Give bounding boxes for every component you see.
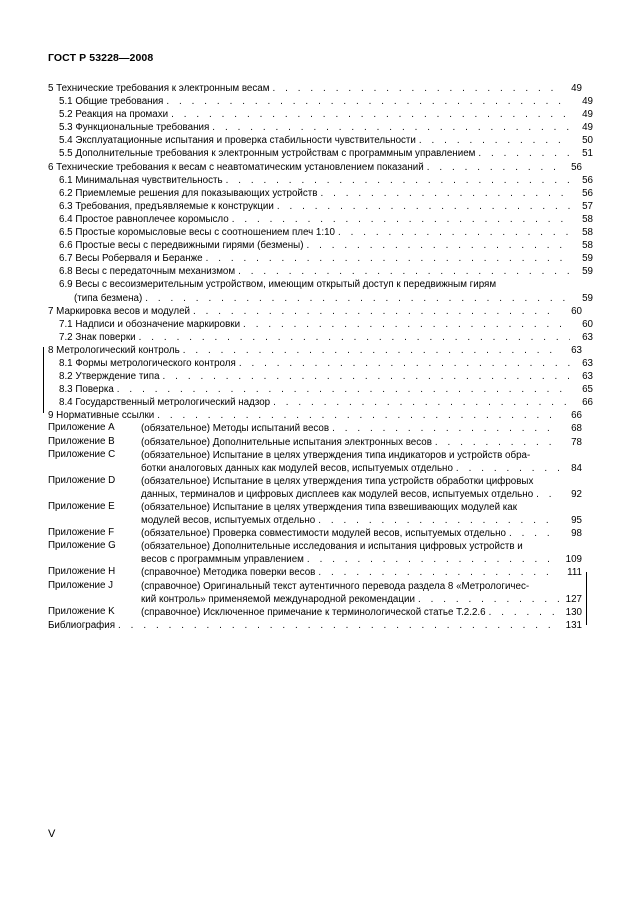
toc-entry-title: 8.4 Государственный метрологический надзор xyxy=(59,397,271,409)
toc-entry-title: ботки аналоговых данных как модулей весов, испытуемых отдельно xyxy=(141,462,453,474)
toc-entry xyxy=(48,239,593,252)
appendix-name: Приложение J xyxy=(48,579,114,591)
toc-leader-dots xyxy=(435,436,559,449)
toc-entry-title-line: (справочное) Оригинальный текст аутентичного перевода раздела 8 «Метрологичес- xyxy=(141,580,530,592)
toc-page-number: 78 xyxy=(571,436,582,448)
toc-appendix-entry xyxy=(48,449,582,475)
toc-leader-dots xyxy=(239,357,570,370)
toc-page-number: 50 xyxy=(582,135,593,147)
toc-page-number: 51 xyxy=(582,148,593,160)
document-header: ГОСТ Р 53228—2008 xyxy=(48,52,154,64)
toc-entry xyxy=(48,396,593,409)
toc-entry xyxy=(48,357,593,370)
toc-line xyxy=(141,422,582,435)
toc-leader-dots xyxy=(306,239,570,252)
toc-leader-dots xyxy=(272,82,559,95)
toc-page-number: 66 xyxy=(571,410,582,422)
toc-entry-title: 6.5 Простые коромысловые весы с соотношением плеч 1:10 xyxy=(59,227,335,239)
toc-entry-title: 8.3 Поверка xyxy=(59,384,114,396)
toc-entry-title: 7 Маркировка весов и модулей xyxy=(48,305,190,317)
toc-entry xyxy=(48,161,582,174)
appendix-description xyxy=(141,475,582,501)
toc-page-number: 111 xyxy=(567,567,582,579)
appendix-name: Приложение Е xyxy=(48,501,115,512)
toc-page-number: 56 xyxy=(571,161,582,173)
appendix-name: Приложение В xyxy=(48,435,115,447)
toc-page-number: 131 xyxy=(565,619,582,631)
toc-page-number: 63 xyxy=(571,344,582,356)
appendix-description xyxy=(141,566,582,579)
toc-page-number: 92 xyxy=(571,488,582,500)
toc-leader-dots xyxy=(419,134,570,147)
toc-entry-title-line: (обязательное) Дополнительные исследования и испытания цифровых устройств и xyxy=(141,541,523,553)
toc-entry-title: 7.2 Знак поверки xyxy=(59,331,136,343)
toc-line xyxy=(59,252,593,265)
toc-page-number: 59 xyxy=(582,253,593,265)
toc-page-number: 60 xyxy=(571,305,582,317)
toc-appendix-entry xyxy=(48,501,582,527)
toc-entry-title: 6.1 Минимальная чувствительность xyxy=(59,174,223,186)
toc-line xyxy=(48,409,582,422)
toc-leader-dots xyxy=(163,370,570,383)
toc-leader-dots xyxy=(536,488,559,501)
toc-line xyxy=(48,82,582,95)
toc-page-number: 65 xyxy=(582,384,593,396)
toc-leader-dots xyxy=(277,200,570,213)
toc-line xyxy=(59,121,593,134)
toc-line xyxy=(141,462,582,475)
toc-entry-title: 5.3 Функциональные требования xyxy=(59,122,210,134)
toc-entry-title: 5.2 Реакция на промахи xyxy=(59,109,169,121)
toc-page-number: 58 xyxy=(582,240,593,252)
toc-line xyxy=(59,213,593,226)
toc-entry xyxy=(48,213,593,226)
toc-entry-title: модулей весов, испытуемых отдельно xyxy=(141,515,316,527)
toc-leader-dots xyxy=(157,409,559,422)
toc-leader-dots xyxy=(478,147,570,160)
toc-line xyxy=(48,619,582,632)
toc-page-number: 95 xyxy=(571,515,582,527)
toc-line xyxy=(141,436,582,449)
toc-leader-dots xyxy=(338,226,570,239)
toc-entry-title: 5.4 Эксплуатационные испытания и проверка стабильности чувствительности xyxy=(59,135,416,147)
appendix-name: Приложение F xyxy=(48,527,115,539)
toc-line xyxy=(59,396,593,409)
toc-appendix-entry xyxy=(48,436,582,449)
toc-entry xyxy=(48,134,593,147)
toc-line xyxy=(48,344,582,357)
page-number: V xyxy=(48,828,56,840)
toc-page-number: 109 xyxy=(565,554,582,566)
toc-line xyxy=(59,239,593,252)
appendix-name: Приложение С xyxy=(48,448,116,460)
toc-entry-title: 6.7 Весы Роберваля и Беранже xyxy=(59,253,203,265)
toc-page-number: 63 xyxy=(582,371,593,383)
appendix-name: Приложение Н xyxy=(48,566,116,578)
toc-entry-title: 8.2 Утверждение типа xyxy=(59,371,160,383)
toc-entry-title: 9 Нормативные ссылки xyxy=(48,410,155,422)
toc-leader-dots xyxy=(332,422,559,435)
change-bar-right xyxy=(586,572,587,625)
appendix-description xyxy=(141,422,582,435)
toc-entry-title: (обязательное) Дополнительные испытания электронных весов xyxy=(141,436,432,448)
toc-entry xyxy=(48,383,593,396)
toc-leader-dots xyxy=(456,462,559,475)
toc-page-number: 56 xyxy=(582,187,593,199)
toc-line xyxy=(141,593,582,606)
toc-line xyxy=(59,265,593,278)
toc-appendix-entry xyxy=(48,422,582,435)
toc-line xyxy=(59,357,593,370)
toc-entry xyxy=(48,305,582,318)
toc-entry xyxy=(48,121,593,134)
toc-page-number: 49 xyxy=(582,96,593,108)
toc-entry xyxy=(48,108,593,121)
toc-line xyxy=(141,553,582,566)
toc-page-number: 68 xyxy=(571,423,582,435)
toc-entry xyxy=(48,82,582,95)
toc-entry-title: 8 Метрологический контроль xyxy=(48,344,180,356)
appendix-description xyxy=(141,449,582,475)
toc-line xyxy=(141,488,582,501)
toc-entry-title: 6.8 Весы с передаточным механизмом xyxy=(59,266,236,278)
appendix-description xyxy=(141,540,582,566)
toc-entry xyxy=(48,187,593,200)
toc-line xyxy=(59,147,593,160)
toc-entry xyxy=(48,278,593,304)
toc-appendix-entry xyxy=(48,606,582,619)
toc-entry-title-line: 6.9 Весы с весоизмерительным устройством, имеющим открытый доступ к передвижным гирям xyxy=(59,279,497,291)
change-bar-left xyxy=(43,347,44,413)
toc-entry-title-line: (обязательное) Испытание в целях утверждения типа индикаторов и устройств обра- xyxy=(141,449,531,461)
toc-leader-dots xyxy=(273,396,570,409)
toc-entry xyxy=(48,174,593,187)
toc-entry xyxy=(48,344,582,357)
toc-leader-dots xyxy=(226,174,570,187)
toc-page-number: 49 xyxy=(582,109,593,121)
toc-line xyxy=(141,606,582,619)
toc-entry xyxy=(48,226,593,239)
toc-line xyxy=(59,134,593,147)
toc-entry-title-line: (обязательное) Испытание в целях утверждения типа взвешивающих модулей как xyxy=(141,502,518,513)
appendix-name: Приложение K xyxy=(48,605,115,617)
appendix-name: Приложение А xyxy=(48,422,115,434)
toc-appendix-entry xyxy=(48,475,582,501)
toc-entry-title: 5.5 Дополнительные требования к электронным устройствам с программным управлением xyxy=(59,148,476,160)
toc-entry-title: 6 Технические требования к весам с неавтоматическим установлением показаний xyxy=(48,161,424,173)
toc-page-number: 56 xyxy=(582,174,593,186)
toc-entry-title: данных, терминалов и цифровых дисплеев как модулей весов, испытуемых отдельно xyxy=(141,488,534,500)
toc-entry xyxy=(48,147,593,160)
toc-line xyxy=(59,108,593,121)
toc-leader-dots xyxy=(193,305,559,318)
toc-leader-dots xyxy=(166,95,570,108)
toc-line xyxy=(59,174,593,187)
toc-leader-dots xyxy=(489,606,559,619)
toc-entry-title: (справочное) Исключенное примечание к терминологической статье Т.2.2.6 xyxy=(141,606,486,618)
table-of-contents xyxy=(48,82,593,632)
toc-entry-title: весов с программным управлением xyxy=(141,554,304,566)
toc-leader-dots xyxy=(318,566,559,579)
appendix-description xyxy=(141,527,582,540)
toc-line xyxy=(141,527,582,540)
toc-page-number: 49 xyxy=(571,83,582,94)
toc-leader-dots xyxy=(171,108,570,121)
toc-line xyxy=(59,95,593,108)
toc-entry-title: 6.6 Простые весы с передвижными гирями (безмены) xyxy=(59,240,304,252)
toc-line xyxy=(141,514,582,527)
toc-page-number: 98 xyxy=(571,528,582,540)
toc-line xyxy=(59,226,593,239)
toc-entry-title: 5 Технические требования к электронным весам xyxy=(48,83,270,94)
toc-entry-title-line: (обязательное) Испытание в целях утверждения типа устройств обработки цифровых xyxy=(141,475,534,487)
appendix-description xyxy=(141,501,582,527)
toc-entry-title: кий контроль» применяемой международной рекомендации xyxy=(141,593,415,605)
toc-leader-dots xyxy=(243,318,570,331)
toc-entry-title: (обязательное) Проверка совместимости модулей весов, испытуемых отдельно xyxy=(141,528,506,540)
toc-entry-title: Библиография xyxy=(48,619,116,631)
toc-entry-title: 6.4 Простое равноплечее коромысло xyxy=(59,213,229,225)
toc-page-number: 58 xyxy=(582,227,593,239)
toc-leader-dots xyxy=(320,187,570,200)
toc-page-number: 60 xyxy=(582,318,593,330)
appendix-description xyxy=(141,436,582,449)
toc-page-number: 66 xyxy=(582,397,593,409)
toc-page-number: 59 xyxy=(582,292,593,304)
toc-leader-dots xyxy=(145,292,570,305)
toc-line xyxy=(59,331,593,344)
toc-entry xyxy=(48,318,593,331)
toc-page-number: 58 xyxy=(582,213,593,225)
toc-entry xyxy=(48,619,582,632)
toc-leader-dots xyxy=(139,331,570,344)
toc-appendix-entry xyxy=(48,566,582,579)
toc-entry-title: 8.1 Формы метрологического контроля xyxy=(59,357,236,369)
appendix-name: Приложение D xyxy=(48,474,116,486)
toc-page-number: 127 xyxy=(565,593,582,605)
toc-line xyxy=(141,566,582,579)
toc-entry xyxy=(48,370,593,383)
toc-entry-title: 7.1 Надписи и обозначение маркировки xyxy=(59,318,241,330)
toc-line xyxy=(59,370,593,383)
toc-entry xyxy=(48,95,593,108)
toc-entry xyxy=(48,409,582,422)
appendix-description xyxy=(141,580,582,606)
toc-leader-dots xyxy=(307,553,559,566)
appendix-name: Приложение G xyxy=(48,540,116,552)
toc-entry-title: (типа безмена) xyxy=(74,292,143,304)
toc-entry xyxy=(48,252,593,265)
toc-page-number: 63 xyxy=(582,357,593,369)
toc-line xyxy=(59,318,593,331)
toc-entry-title: (справочное) Методика поверки весов xyxy=(141,567,316,579)
toc-entry-title: (обязательное) Методы испытаний весов xyxy=(141,423,330,435)
toc-page-number: 63 xyxy=(582,331,593,343)
toc-page-number: 130 xyxy=(565,606,582,618)
toc-appendix-entry xyxy=(48,527,582,540)
appendix-description xyxy=(141,606,582,619)
toc-leader-dots xyxy=(118,619,559,632)
toc-entry xyxy=(48,200,593,213)
toc-page-number: 57 xyxy=(582,200,593,212)
toc-line xyxy=(59,292,593,305)
toc-entry xyxy=(48,265,593,278)
toc-page-number: 59 xyxy=(582,266,593,278)
toc-entry-title: 6.2 Приемлемые решения для показывающих устройств xyxy=(59,187,318,199)
toc-leader-dots xyxy=(206,252,570,265)
toc-leader-dots xyxy=(427,161,559,174)
toc-entry-title: 6.3 Требования, предъявляемые к конструкции xyxy=(59,200,274,212)
toc-leader-dots xyxy=(318,514,559,527)
toc-leader-dots xyxy=(117,383,570,396)
toc-page-number: 84 xyxy=(571,462,582,474)
toc-entry-title: 5.1 Общие требования xyxy=(59,96,164,108)
toc-page-number: 49 xyxy=(582,122,593,134)
toc-leader-dots xyxy=(183,344,559,357)
toc-leader-dots xyxy=(238,265,570,278)
toc-leader-dots xyxy=(212,121,570,134)
toc-leader-dots xyxy=(418,593,559,606)
toc-line xyxy=(59,187,593,200)
toc-line xyxy=(48,161,582,174)
toc-entry xyxy=(48,331,593,344)
toc-leader-dots xyxy=(509,527,559,540)
toc-appendix-entry xyxy=(48,580,582,606)
toc-line xyxy=(59,383,593,396)
toc-line xyxy=(48,305,582,318)
toc-leader-dots xyxy=(232,213,570,226)
toc-appendix-entry xyxy=(48,540,582,566)
toc-line xyxy=(59,200,593,213)
